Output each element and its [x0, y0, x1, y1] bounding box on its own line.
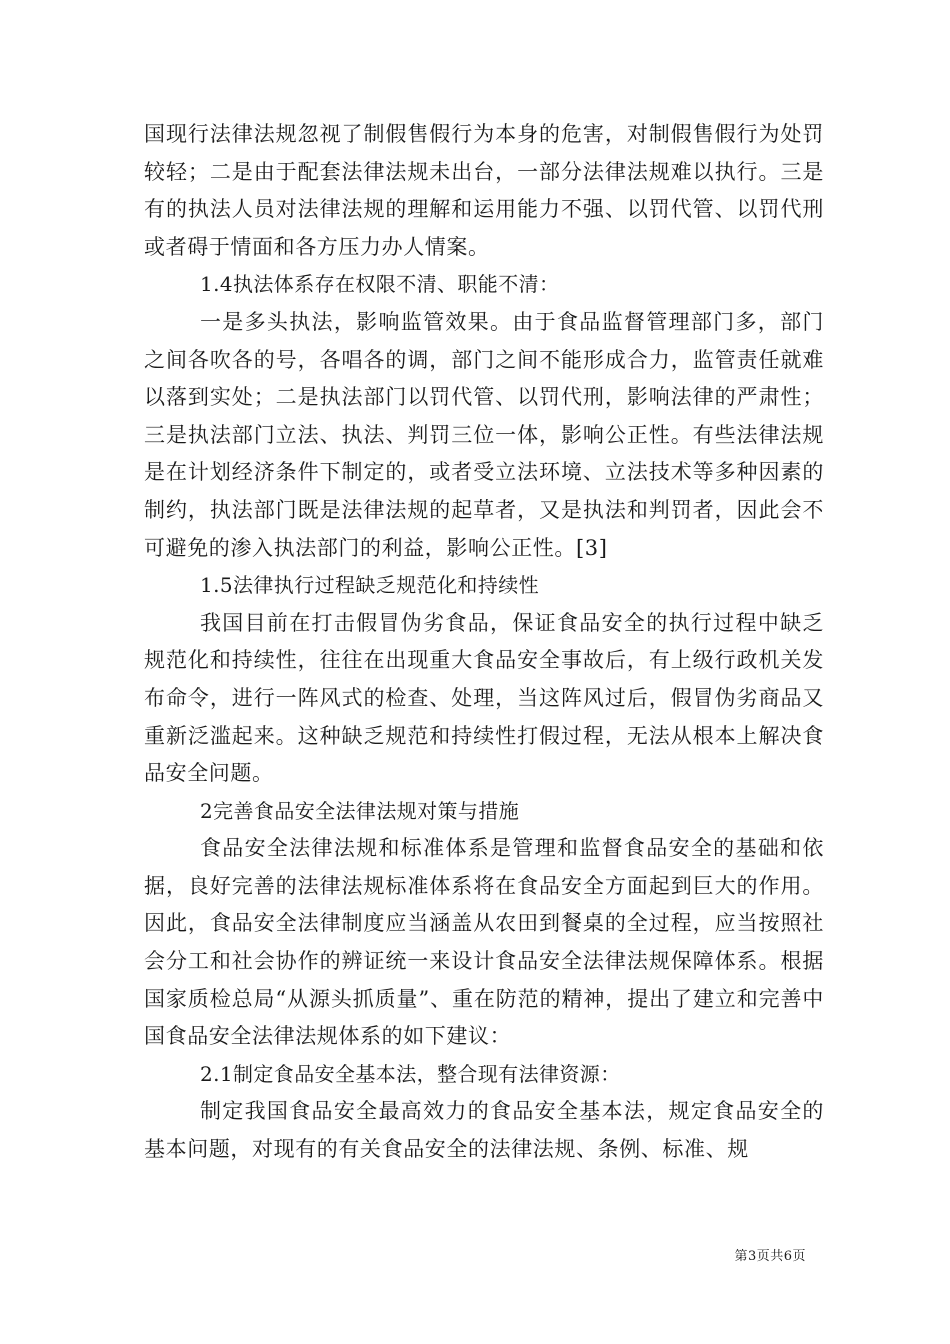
section-heading: 2.1制定食品安全基本法，整合现有法律资源：	[200, 1061, 621, 1086]
section-heading: 1.4执法体系存在权限不清、职能不清：	[200, 272, 560, 297]
body-paragraph: 国现行法律法规忽视了制假售假行为本身的危害，对制假售假行为处罚较轻；二是由于配套法律法规未出台，一部分法律法规难以执行。三是有的执法人员对法律法规的理解和运用能力不强、以罚代管、以罚代刑或者碍于情面和各方压力办人情案。	[144, 122, 824, 259]
body-paragraph: 我国目前在打击假冒伪劣食品，保证食品安全的执行过程中缺乏规范化和持续性，往往在出现重大食品安全事故后，有上级行政机关发布命令，进行一阵风式的检查、处理，当这阵风过后，假冒伪劣商品又重新泛滥起来。这种缺乏规范和持续性打假过程，无法从根本上解决食品安全问题。	[144, 610, 824, 786]
section-heading: 2完善食品安全法律法规对策与措施	[200, 798, 520, 823]
page-number: 第3页共6页	[734, 1249, 806, 1264]
body-paragraph: 一是多头执法，影响监管效果。由于食品监督管理部门多，部门之间各吹各的号，各唱各的调，部门之间不能形成合力，监管责任就难以落到实处；二是执法部门以罚代管、以罚代刑，影响法律的严肃性；三是执法部门立法、执法、判罚三位一体，影响公正性。有些法律法规是在计划经济条件下制定的，或者受立法环境、立法技术等多种因素的制约，执法部门既是法律法规的起草者，又是执法和判罚者，因此会不可避免的渗入执法部门的利益，影响公正性。[3]	[144, 309, 824, 560]
document-body	[144, 116, 824, 1169]
section-heading: 1.5法律执行过程缺乏规范化和持续性	[200, 573, 540, 598]
body-paragraph: 制定我国食品安全最高效力的食品安全基本法，规定食品安全的基本问题，对现有的有关食品安全的法律法规、条例、标准、规	[144, 1099, 824, 1162]
body-paragraph: 食品安全法律法规和标准体系是管理和监督食品安全的基础和依据，良好完善的法律法规标准体系将在食品安全方面起到巨大的作用。因此，食品安全法律制度应当涵盖从农田到餐桌的全过程，应当按照社会分工和社会协作的辨证统一来设计食品安全法律法规保障体系。根据国家质检总局“从源头抓质量”、重在防范的精神，提出了建立和完善中国食品安全法律法规体系的如下建议：	[144, 836, 824, 1049]
